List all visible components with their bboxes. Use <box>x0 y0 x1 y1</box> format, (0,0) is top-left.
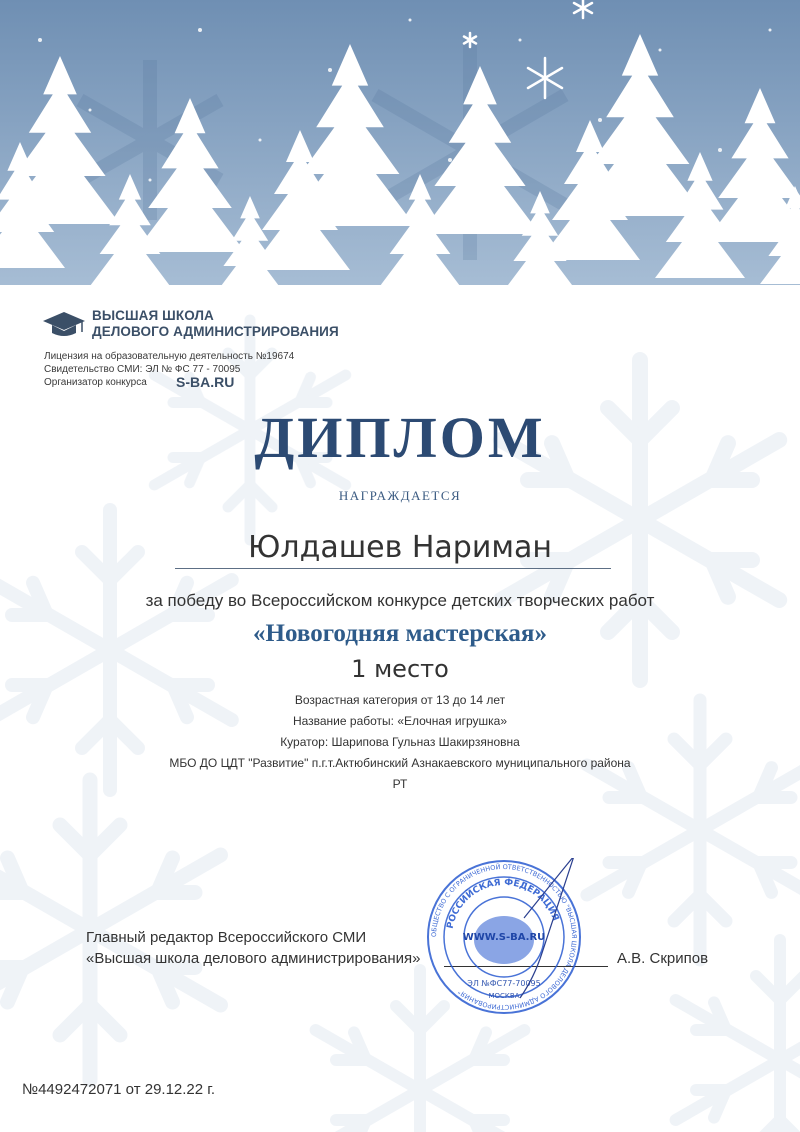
license-text: Лицензия на образовательную деятельность №19674 <box>44 351 295 362</box>
recipient-name: Юлдашев Нариман <box>248 530 552 565</box>
site-link[interactable]: S-BA.RU <box>176 374 235 390</box>
diploma-title: ДИПЛОМ <box>254 405 546 470</box>
stamp-country: РОССИЙСКАЯ ФЕДЕРАЦИЯ <box>445 877 561 930</box>
signer-position-line1: Главный редактор Всероссийского СМИ <box>86 929 367 946</box>
stamp-site: WWW.S-BA.RU <box>462 932 546 943</box>
institution: МБО ДО ЦДТ "Развитие" п.г.т.Актюбинский Азнакаевского муниципального района <box>169 756 631 770</box>
organizer-label: Организатор конкурса <box>44 377 147 388</box>
diploma-number: №4492472071 от 29.12.22 г. <box>22 1081 216 1098</box>
stamp-city: МОСКВА <box>488 992 520 1000</box>
signer-name: А.В. Скрипов <box>617 950 709 967</box>
place-text: 1 место <box>351 655 449 683</box>
smi-text: Свидетельство СМИ: ЭЛ № ФС 77 - 70095 <box>44 364 241 375</box>
recipient-underline <box>175 568 611 569</box>
achievement-text: за победу во Всероссийском конкурсе детских творческих работ <box>145 591 655 610</box>
awarded-label: НАГРАЖДАЕТСЯ <box>338 488 462 503</box>
region: РТ <box>392 777 408 791</box>
stamp-reg: ЭЛ №ФС77-70095 <box>467 979 541 988</box>
age-category: Возрастная категория от 13 до 14 лет <box>294 693 506 707</box>
org-name-line2: ДЕЛОВОГО АДМИНИСТРИРОВАНИЯ <box>92 324 339 339</box>
signer-position-line2: «Высшая школа делового администрирования» <box>86 950 421 967</box>
stamp-outer-text: ОБЩЕСТВО С ОГРАНИЧЕННОЙ ОТВЕТСТВЕННОСТЬЮ "ВЫСШАЯ ШКОЛА ДЕЛОВОГО АДМИНИСТРИРОВАНИЯ" <box>429 862 579 1012</box>
work-name: Название работы: «Елочная игрушка» <box>292 714 508 728</box>
org-name-line1: ВЫСШАЯ ШКОЛА <box>92 308 214 323</box>
official-stamp <box>424 858 584 1016</box>
curator: Куратор: Шарипова Гульназ Шакирзяновна <box>280 735 520 749</box>
contest-name: «Новогодняя мастерская» <box>253 620 547 647</box>
graduation-cap-icon <box>42 310 86 338</box>
org-name <box>92 308 339 340</box>
